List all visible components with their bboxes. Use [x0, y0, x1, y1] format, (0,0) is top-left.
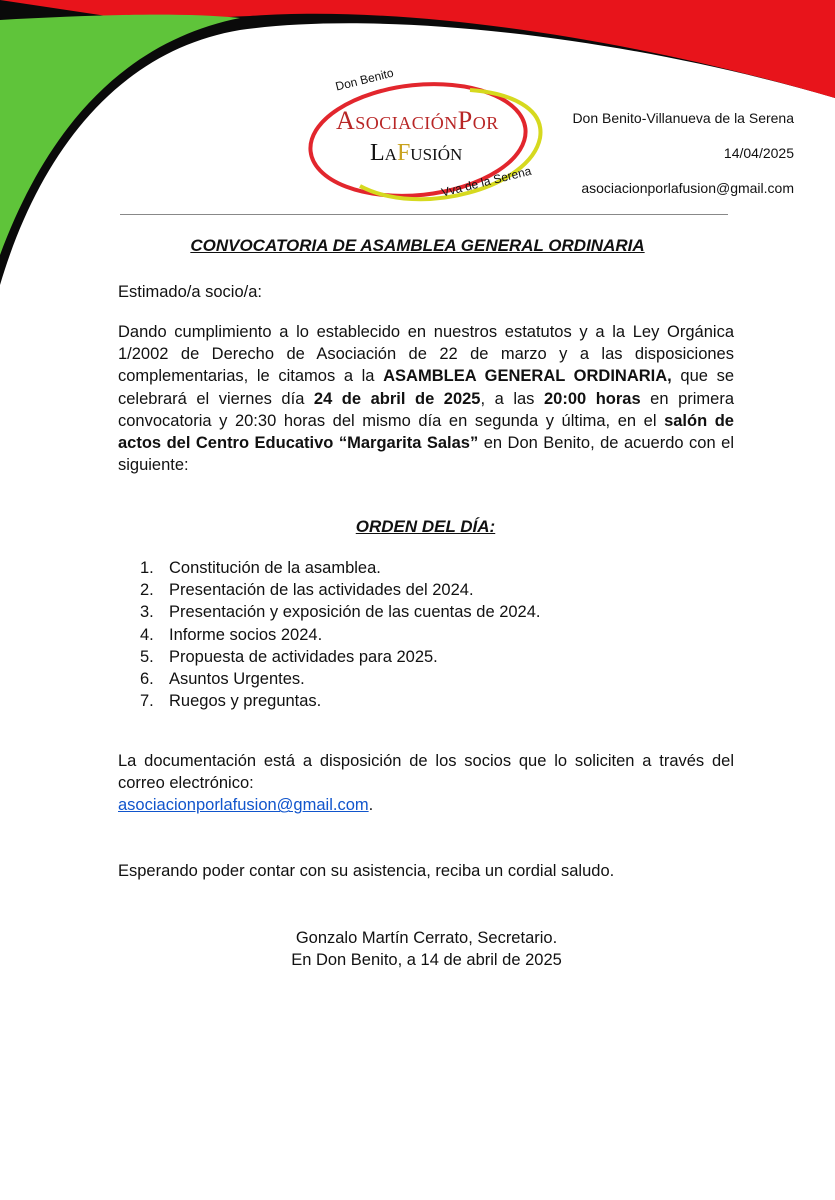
- signature-name: Gonzalo Martín Cerrato, Secretario.: [295, 929, 558, 947]
- agenda-item: 3. Presentación y exposición de las cuentas de 2024.: [140, 603, 541, 622]
- agenda-item: 6. Asuntos Urgentes.: [140, 670, 305, 689]
- agenda-item: 7. Ruegos y preguntas.: [140, 692, 322, 711]
- agenda-title: ORDEN DEL DÍA:: [355, 517, 496, 536]
- logo-bottom-text: Vva de la Serena: [440, 163, 533, 200]
- agenda-item: 5. Propuesta de actividades para 2025.: [140, 647, 438, 666]
- agenda-item: 1. Constitución de la asamblea.: [140, 559, 381, 577]
- agenda-item: 4. Informe socios 2024.: [140, 625, 323, 644]
- greeting: Estimado/a socio/a:: [118, 283, 262, 301]
- signature-place-date: En Don Benito, a 14 de abril de 2025: [291, 951, 562, 970]
- green-swoosh: [0, 15, 240, 255]
- convocation-paragraph: Dando cumplimiento a lo establecido en nuestros estatutos y a la Ley Orgánica 1/2002 de Derecho de Asociación de 22 de marzo y a las disposiciones complementarias, le citamos a la ASAMBLEA GENERAL ORDINARIA, que se celebrará el viernes día 24 de abril de 2025, a las 20:00 horas en primera convocatoria y 20:30 horas del mismo día en segunda y última, en el salón de actos del Centro Educativo “Margarita Salas” en Don Benito, de acuerdo con el siguiente:: [118, 323, 735, 475]
- header-email: asociacionporlafusion@gmail.com: [581, 180, 794, 196]
- header-info: [534, 110, 794, 215]
- header-date: 14/04/2025: [723, 145, 794, 161]
- document-title: CONVOCATORIA DE ASAMBLEA GENERAL ORDINARIA: [190, 236, 645, 255]
- signature-block: [0, 927, 835, 971]
- logo-name-line2: LaFusión: [370, 140, 463, 166]
- agenda-list: [140, 557, 541, 712]
- logo-top-text: Don Benito: [334, 65, 395, 94]
- header-divider: [120, 214, 728, 215]
- email-link[interactable]: asociacionporlafusion@gmail.com: [118, 796, 369, 815]
- agenda-item: 2. Presentación de las actividades del 2024.: [140, 581, 474, 600]
- header-location: Don Benito-Villanueva de la Serena: [572, 110, 794, 126]
- documentation-paragraph: La documentación está a disposición de los socios que lo soliciten a través del correo electrónico: asociacionporlafusion@gmail.com.: [118, 752, 734, 815]
- logo-name-line1: AsociaciónPor: [336, 106, 499, 135]
- closing-paragraph: Esperando poder contar con su asistencia, reciba un cordial saludo.: [118, 862, 615, 880]
- association-logo: [300, 65, 560, 218]
